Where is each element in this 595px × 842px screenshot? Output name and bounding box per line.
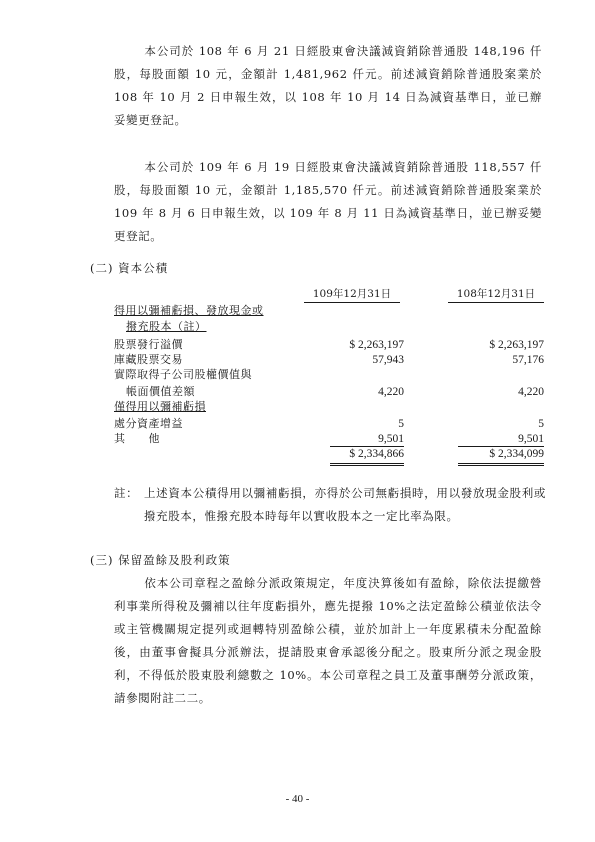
value-2020: $ 2,263,197 [349,339,404,351]
value-2019: 4,220 [518,386,544,398]
value-2020: 57,943 [372,354,404,366]
row-label: 庫藏股票交易 [114,353,183,366]
group-label: 得用以彌補虧損、發放現金或 [114,304,264,317]
table-row [114,338,544,352]
column-header-2019: 108年12月31日 [448,286,544,303]
table-row [114,353,544,367]
footnote-label: 註： [114,486,139,500]
paragraph-capital-reduction-108 [114,40,542,132]
row-label: 帳面價值差額 [126,385,195,398]
row-label: 其 他 [114,432,160,445]
table-row [114,432,544,446]
page-number: - 40 - [285,793,310,805]
paragraph-text: 本公司於 108 年 6 月 21 日經股東會決議減資銷除普通股 148,196 仟股，每股面額 10 元，金額計 1,481,962 仟元。前述減資銷除普通股案業於 108 年 10 月 2 日申報生效，以 108 年 10 月 14 日為減資基準日，並已辦妥變更登記。 [114,44,542,127]
paragraph-text: 依本公司章程之盈餘分派政策規定，年度決算後如有盈餘，除依法提繳營利事業所得稅及彌補以往年度虧損外，應先提撥 10%之法定盈餘公積並依法令或主管機關規定提列或迴轉特別盈餘公積，並於加計上一年度累積未分配盈餘後，由董事會擬具分派辦法，提請股東會承認後分配之。股東所分派之現金股利，不得低於股東股利總數之 10%。本公司章程之員工及董事酬勞分派政策，請參閱附註二二。 [114,576,542,705]
column-header-2020: 109年12月31日 [304,286,400,303]
value-2019: $ 2,263,197 [489,339,544,351]
table-footnote [114,482,544,552]
table-row-total [114,447,544,461]
group-label: 僅得用以彌補虧損 [114,400,206,413]
paragraph-capital-reduction-109 [114,156,542,248]
value-2019: 9,501 [518,433,544,445]
row-label: 實際取得子公司股權價值與 [114,368,252,381]
table-row [114,368,544,382]
total-double-rule [458,465,544,466]
row-label: 處分資產增益 [114,417,183,430]
paragraph-dividend-policy [114,572,542,710]
table-row [114,417,544,431]
value-2020: 4,220 [378,386,404,398]
section-heading-retained-earnings: (三) 保留盈餘及股利政策 [90,553,231,567]
table-row [114,400,544,414]
value-2020: 5 [398,418,404,430]
section-heading-capital-surplus: (二) 資本公積 [90,261,169,275]
group-label: 撥充股本（註） [126,320,207,333]
total-2019: $ 2,334,099 [489,448,544,460]
value-2020: 9,501 [378,433,404,445]
table-row [114,320,544,334]
value-2019: 5 [538,418,544,430]
total-double-rule [458,463,544,464]
footnote-text: 上述資本公積得用以彌補虧損，亦得於公司無虧損時，用以發放現金股利或撥充股本，惟撥充股本時每年以實收股本之一定比率為限。 [144,486,546,523]
total-double-rule [330,463,404,464]
table-row [114,385,544,399]
total-double-rule [330,465,404,466]
row-label: 股票發行溢價 [114,338,183,351]
paragraph-text: 本公司於 109 年 6 月 19 日經股東會決議減資銷除普通股 118,557 仟股，每股面額 10 元，金額計 1,185,570 仟元。前述減資銷除普通股案業於 109 年 8 月 6 日申報生效，以 109 年 8 月 11 日為減資基準日，並已辦妥變更登記。 [114,160,542,243]
value-2019: 57,176 [512,354,544,366]
total-2020: $ 2,334,866 [349,448,404,460]
table-row [114,304,544,318]
